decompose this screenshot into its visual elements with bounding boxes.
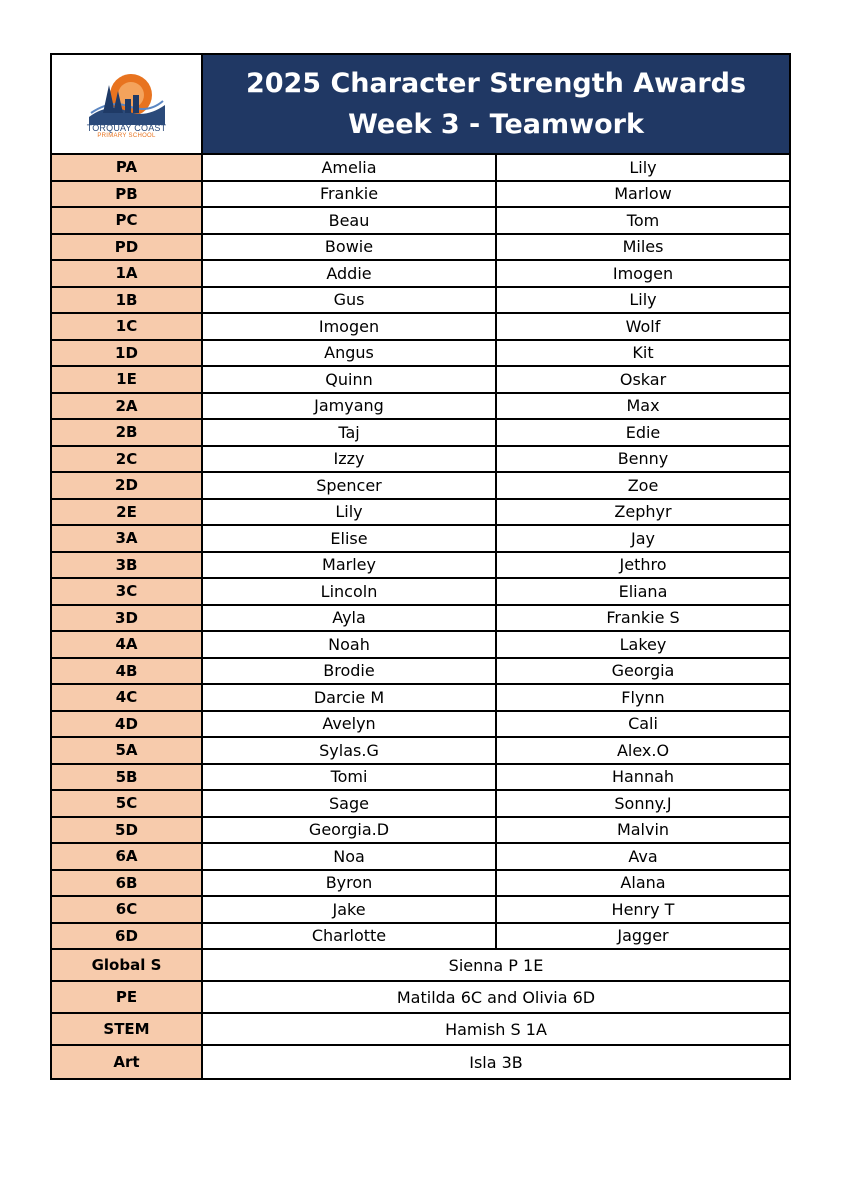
table-row	[52, 897, 789, 924]
table-row	[52, 579, 789, 606]
title-line2: Week 3 - Teamwork	[348, 109, 644, 140]
table-row	[52, 606, 789, 633]
table-row	[52, 685, 789, 712]
award-name-2: Edie	[625, 422, 661, 442]
award-name-1: Elise	[203, 526, 497, 551]
class-label: 5C	[52, 791, 203, 816]
award-name-1: Frankie	[203, 182, 497, 207]
award-name-2: Miles	[622, 237, 664, 257]
award-name-2: Frankie S	[606, 608, 680, 628]
award-name-2: Zoe	[627, 475, 659, 495]
award-name-1: Izzy	[203, 447, 497, 472]
class-label: 6A	[52, 844, 203, 869]
class-label: PD	[52, 235, 203, 260]
table-row	[52, 261, 789, 288]
award-name-1: Noa	[203, 844, 497, 869]
award-name-2: Kit	[632, 343, 654, 363]
class-label: 1C	[52, 314, 203, 339]
award-name-2: Lily	[629, 290, 657, 310]
class-label: 4B	[52, 659, 203, 684]
table-row	[52, 314, 789, 341]
award-name-1: Sylas.G	[203, 738, 497, 763]
award-name-1: Darcie M	[203, 685, 497, 710]
table-row	[52, 155, 789, 182]
class-label: 4D	[52, 712, 203, 737]
award-name-1: Charlotte	[203, 924, 497, 949]
award-name-1: Jamyang	[203, 394, 497, 419]
table-row	[52, 208, 789, 235]
award-name-1: Taj	[203, 420, 497, 445]
class-label: 4C	[52, 685, 203, 710]
award-name-2: Georgia	[611, 661, 675, 681]
specialist-award: Hamish S 1A	[445, 1019, 547, 1039]
class-label: 4A	[52, 632, 203, 657]
award-name-2: Sonny.J	[614, 793, 672, 813]
class-label: 3B	[52, 553, 203, 578]
class-label: 2A	[52, 394, 203, 419]
award-name-1: Georgia.D	[203, 818, 497, 843]
class-label: 5A	[52, 738, 203, 763]
table-row	[52, 1014, 789, 1046]
award-name-2: Marlow	[614, 184, 672, 204]
award-name-2: Tom	[626, 210, 660, 230]
award-name-2: Alana	[620, 873, 666, 893]
table-row	[52, 473, 789, 500]
award-name-1: Gus	[203, 288, 497, 313]
table-row	[52, 500, 789, 527]
table-row	[52, 818, 789, 845]
subject-label: Global S	[52, 950, 203, 980]
award-name-2: Imogen	[612, 263, 674, 283]
page-title	[203, 55, 789, 153]
award-name-2: Zephyr	[614, 502, 672, 522]
award-name-2: Lily	[629, 157, 657, 177]
award-name-1: Imogen	[203, 314, 497, 339]
award-name-1: Lincoln	[203, 579, 497, 604]
class-label: 6D	[52, 924, 203, 949]
award-name-1: Angus	[203, 341, 497, 366]
award-name-2: Jethro	[619, 555, 667, 575]
award-name-1: Amelia	[203, 155, 497, 180]
award-name-2: Ava	[628, 846, 658, 866]
table-row	[52, 367, 789, 394]
award-name-1: Lily	[203, 500, 497, 525]
table-row	[52, 288, 789, 315]
table-row	[52, 235, 789, 262]
award-name-1: Spencer	[203, 473, 497, 498]
class-label: 6B	[52, 871, 203, 896]
class-label: 3D	[52, 606, 203, 631]
award-name-2: Benny	[617, 449, 669, 469]
specialist-award: Isla 3B	[469, 1052, 523, 1072]
class-label: 6C	[52, 897, 203, 922]
logo-text-line2: PRIMARY SCHOOL	[97, 133, 156, 139]
table-row	[52, 394, 789, 421]
award-name-2: Wolf	[625, 316, 661, 336]
award-name-1: Quinn	[203, 367, 497, 392]
award-name-2: Hannah	[611, 767, 675, 787]
class-label: PC	[52, 208, 203, 233]
award-name-2: Cali	[628, 714, 658, 734]
award-name-2: Max	[626, 396, 660, 416]
table-row	[52, 844, 789, 871]
table-row	[52, 420, 789, 447]
award-name-1: Beau	[203, 208, 497, 233]
class-label: 2C	[52, 447, 203, 472]
class-label: 2E	[52, 500, 203, 525]
table-row	[52, 950, 789, 982]
class-label: 5B	[52, 765, 203, 790]
table-row	[52, 659, 789, 686]
class-label: 1B	[52, 288, 203, 313]
specialist-award: Matilda 6C and Olivia 6D	[396, 987, 596, 1007]
table-row	[52, 712, 789, 739]
award-rows	[52, 155, 789, 1078]
logo-text-line1: TORQUAY COAST	[86, 123, 167, 133]
award-name-2: Malvin	[616, 820, 670, 840]
award-name-2: Alex.O	[616, 740, 670, 760]
award-name-1: Noah	[203, 632, 497, 657]
award-name-1: Ayla	[203, 606, 497, 631]
award-name-2: Flynn	[621, 687, 665, 707]
award-name-1: Tomi	[203, 765, 497, 790]
class-label: 2D	[52, 473, 203, 498]
table-row	[52, 791, 789, 818]
award-name-1: Marley	[203, 553, 497, 578]
subject-label: Art	[52, 1046, 203, 1078]
award-name-2: Eliana	[618, 581, 668, 601]
award-name-1: Avelyn	[203, 712, 497, 737]
school-logo	[52, 55, 203, 153]
award-name-2: Jay	[631, 528, 655, 548]
award-name-2: Jagger	[617, 926, 669, 946]
subject-label: PE	[52, 982, 203, 1012]
award-name-1: Addie	[203, 261, 497, 286]
subject-label: STEM	[52, 1014, 203, 1044]
award-name-1: Bowie	[203, 235, 497, 260]
class-label: PB	[52, 182, 203, 207]
table-row	[52, 526, 789, 553]
specialist-award: Sienna P 1E	[448, 955, 544, 975]
table-row	[52, 341, 789, 368]
class-label: PA	[52, 155, 203, 180]
table-row	[52, 738, 789, 765]
class-label: 1A	[52, 261, 203, 286]
class-label: 1E	[52, 367, 203, 392]
school-logo-icon	[87, 69, 167, 125]
class-label: 3C	[52, 579, 203, 604]
awards-table	[50, 53, 791, 1080]
award-name-2: Oskar	[619, 369, 667, 389]
table-row	[52, 553, 789, 580]
table-row	[52, 632, 789, 659]
class-label: 5D	[52, 818, 203, 843]
table-row	[52, 871, 789, 898]
award-name-1: Sage	[203, 791, 497, 816]
table-row	[52, 447, 789, 474]
class-label: 2B	[52, 420, 203, 445]
award-name-1: Brodie	[203, 659, 497, 684]
table-row	[52, 1046, 789, 1078]
table-row	[52, 182, 789, 209]
award-name-1: Byron	[203, 871, 497, 896]
award-name-2: Lakey	[619, 634, 667, 654]
table-row	[52, 765, 789, 792]
class-label: 1D	[52, 341, 203, 366]
class-label: 3A	[52, 526, 203, 551]
table-row	[52, 924, 789, 951]
table-row	[52, 982, 789, 1014]
award-name-1: Jake	[203, 897, 497, 922]
award-name-2: Henry T	[611, 899, 675, 919]
table-header	[52, 55, 789, 155]
title-line1: 2025 Character Strength Awards	[245, 68, 747, 99]
